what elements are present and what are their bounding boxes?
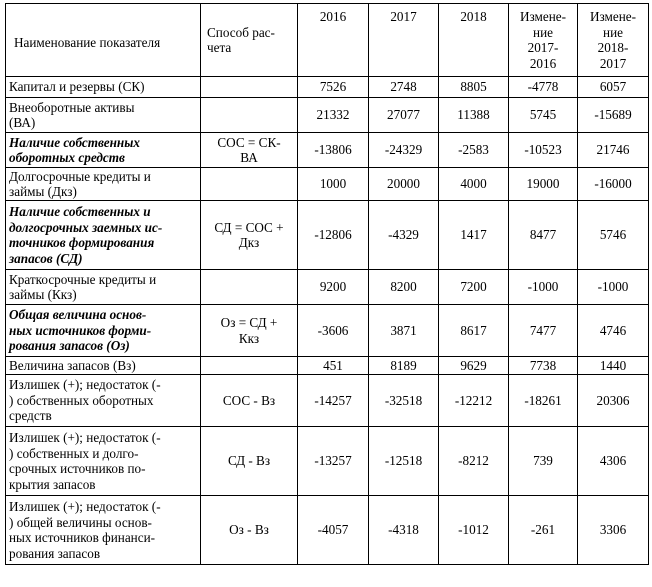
header-change-2017-2016: Измене- ние 2017- 2016 (509, 4, 578, 77)
change-2017-2016-cell: 5745 (509, 98, 578, 133)
analysis-table (5, 3, 649, 565)
change-2017-2016-cell: 739 (509, 427, 578, 496)
row-name-cell: Излишек (+); недостаток (- ) собственных оборотных средств (6, 375, 201, 427)
row-method-cell (201, 168, 298, 201)
change-2017-2016-cell: 19000 (509, 168, 578, 201)
header-2017: 2017 (369, 4, 439, 77)
change-2017-2016-cell: 8477 (509, 201, 578, 270)
table-row (6, 98, 649, 133)
value-2017-cell: 3871 (369, 305, 439, 357)
value-2018-cell: -2583 (439, 133, 509, 168)
value-2017-cell: 2748 (369, 77, 439, 98)
table-row (6, 375, 649, 427)
value-2017-cell: -24329 (369, 133, 439, 168)
change-2018-2017-cell: 21746 (578, 133, 649, 168)
header-method: Способ рас- чета (201, 4, 298, 77)
value-2016-cell: -13806 (298, 133, 369, 168)
row-name-cell: Краткосрочные кредиты и займы (Ккз) (6, 270, 201, 305)
value-2017-cell: -4329 (369, 201, 439, 270)
row-name-cell: Излишек (+); недостаток (- ) общей величины основ- ных источников финанси- рования запасов (6, 496, 201, 565)
change-2018-2017-cell: -15689 (578, 98, 649, 133)
row-method-cell: Оз - Вз (201, 496, 298, 565)
value-2018-cell: 11388 (439, 98, 509, 133)
value-2017-cell: 20000 (369, 168, 439, 201)
value-2016-cell: 7526 (298, 77, 369, 98)
row-method-cell (201, 357, 298, 375)
row-name-cell: Величина запасов (Вз) (6, 357, 201, 375)
change-2018-2017-cell: 4746 (578, 305, 649, 357)
row-name-cell: Общая величина основ- ных источников форми- рования запасов (Оз) (6, 305, 201, 357)
row-method-cell: СОС = СК- ВА (201, 133, 298, 168)
value-2016-cell: 1000 (298, 168, 369, 201)
row-name-cell: Внеоборотные активы (ВА) (6, 98, 201, 133)
table-row (6, 168, 649, 201)
header-change-2018-2017: Измене- ние 2018- 2017 (578, 4, 649, 77)
table-row (6, 357, 649, 375)
header-name: Наименование показателя (6, 4, 201, 77)
table-row (6, 77, 649, 98)
value-2018-cell: 4000 (439, 168, 509, 201)
row-method-cell: СД - Вз (201, 427, 298, 496)
row-method-cell: СД = СОС + Дкз (201, 201, 298, 270)
value-2018-cell: 1417 (439, 201, 509, 270)
change-2018-2017-cell: 5746 (578, 201, 649, 270)
table-row (6, 133, 649, 168)
header-2018: 2018 (439, 4, 509, 77)
value-2018-cell: 9629 (439, 357, 509, 375)
value-2016-cell: -3606 (298, 305, 369, 357)
change-2018-2017-cell: 1440 (578, 357, 649, 375)
table-header-row (6, 4, 649, 77)
value-2018-cell: 8617 (439, 305, 509, 357)
value-2018-cell: 7200 (439, 270, 509, 305)
table-row (6, 427, 649, 496)
change-2018-2017-cell: 20306 (578, 375, 649, 427)
value-2016-cell: 21332 (298, 98, 369, 133)
change-2018-2017-cell: -1000 (578, 270, 649, 305)
row-method-cell (201, 77, 298, 98)
row-method-cell: Оз = СД + Ккз (201, 305, 298, 357)
value-2017-cell: -12518 (369, 427, 439, 496)
row-name-cell: Капитал и резервы (СК) (6, 77, 201, 98)
change-2018-2017-cell: 4306 (578, 427, 649, 496)
header-2016: 2016 (298, 4, 369, 77)
value-2016-cell: -14257 (298, 375, 369, 427)
table-row (6, 201, 649, 270)
table-row (6, 305, 649, 357)
change-2017-2016-cell: -18261 (509, 375, 578, 427)
change-2017-2016-cell: 7477 (509, 305, 578, 357)
change-2017-2016-cell: -10523 (509, 133, 578, 168)
row-name-cell: Долгосрочные кредиты и займы (Дкз) (6, 168, 201, 201)
row-name-cell: Излишек (+); недостаток (- ) собственных и долго- срочных источников по- крытия запасов (6, 427, 201, 496)
value-2018-cell: -12212 (439, 375, 509, 427)
value-2018-cell: -8212 (439, 427, 509, 496)
value-2017-cell: 27077 (369, 98, 439, 133)
change-2018-2017-cell: 6057 (578, 77, 649, 98)
value-2018-cell: -1012 (439, 496, 509, 565)
row-method-cell (201, 98, 298, 133)
value-2016-cell: -4057 (298, 496, 369, 565)
change-2017-2016-cell: -261 (509, 496, 578, 565)
change-2017-2016-cell: -1000 (509, 270, 578, 305)
change-2018-2017-cell: 3306 (578, 496, 649, 565)
row-name-cell: Наличие собственных и долгосрочных заемных ис- точников формирования запасов (СД) (6, 201, 201, 270)
row-method-cell (201, 270, 298, 305)
table-row (6, 496, 649, 565)
value-2017-cell: 8189 (369, 357, 439, 375)
table-body (6, 77, 649, 565)
value-2016-cell: 451 (298, 357, 369, 375)
row-name-cell: Наличие собственных оборотных средств (6, 133, 201, 168)
value-2017-cell: 8200 (369, 270, 439, 305)
change-2018-2017-cell: -16000 (578, 168, 649, 201)
value-2017-cell: -32518 (369, 375, 439, 427)
value-2016-cell: -13257 (298, 427, 369, 496)
value-2018-cell: 8805 (439, 77, 509, 98)
table-row (6, 270, 649, 305)
row-method-cell: СОС - Вз (201, 375, 298, 427)
change-2017-2016-cell: -4778 (509, 77, 578, 98)
value-2017-cell: -4318 (369, 496, 439, 565)
change-2017-2016-cell: 7738 (509, 357, 578, 375)
value-2016-cell: 9200 (298, 270, 369, 305)
value-2016-cell: -12806 (298, 201, 369, 270)
